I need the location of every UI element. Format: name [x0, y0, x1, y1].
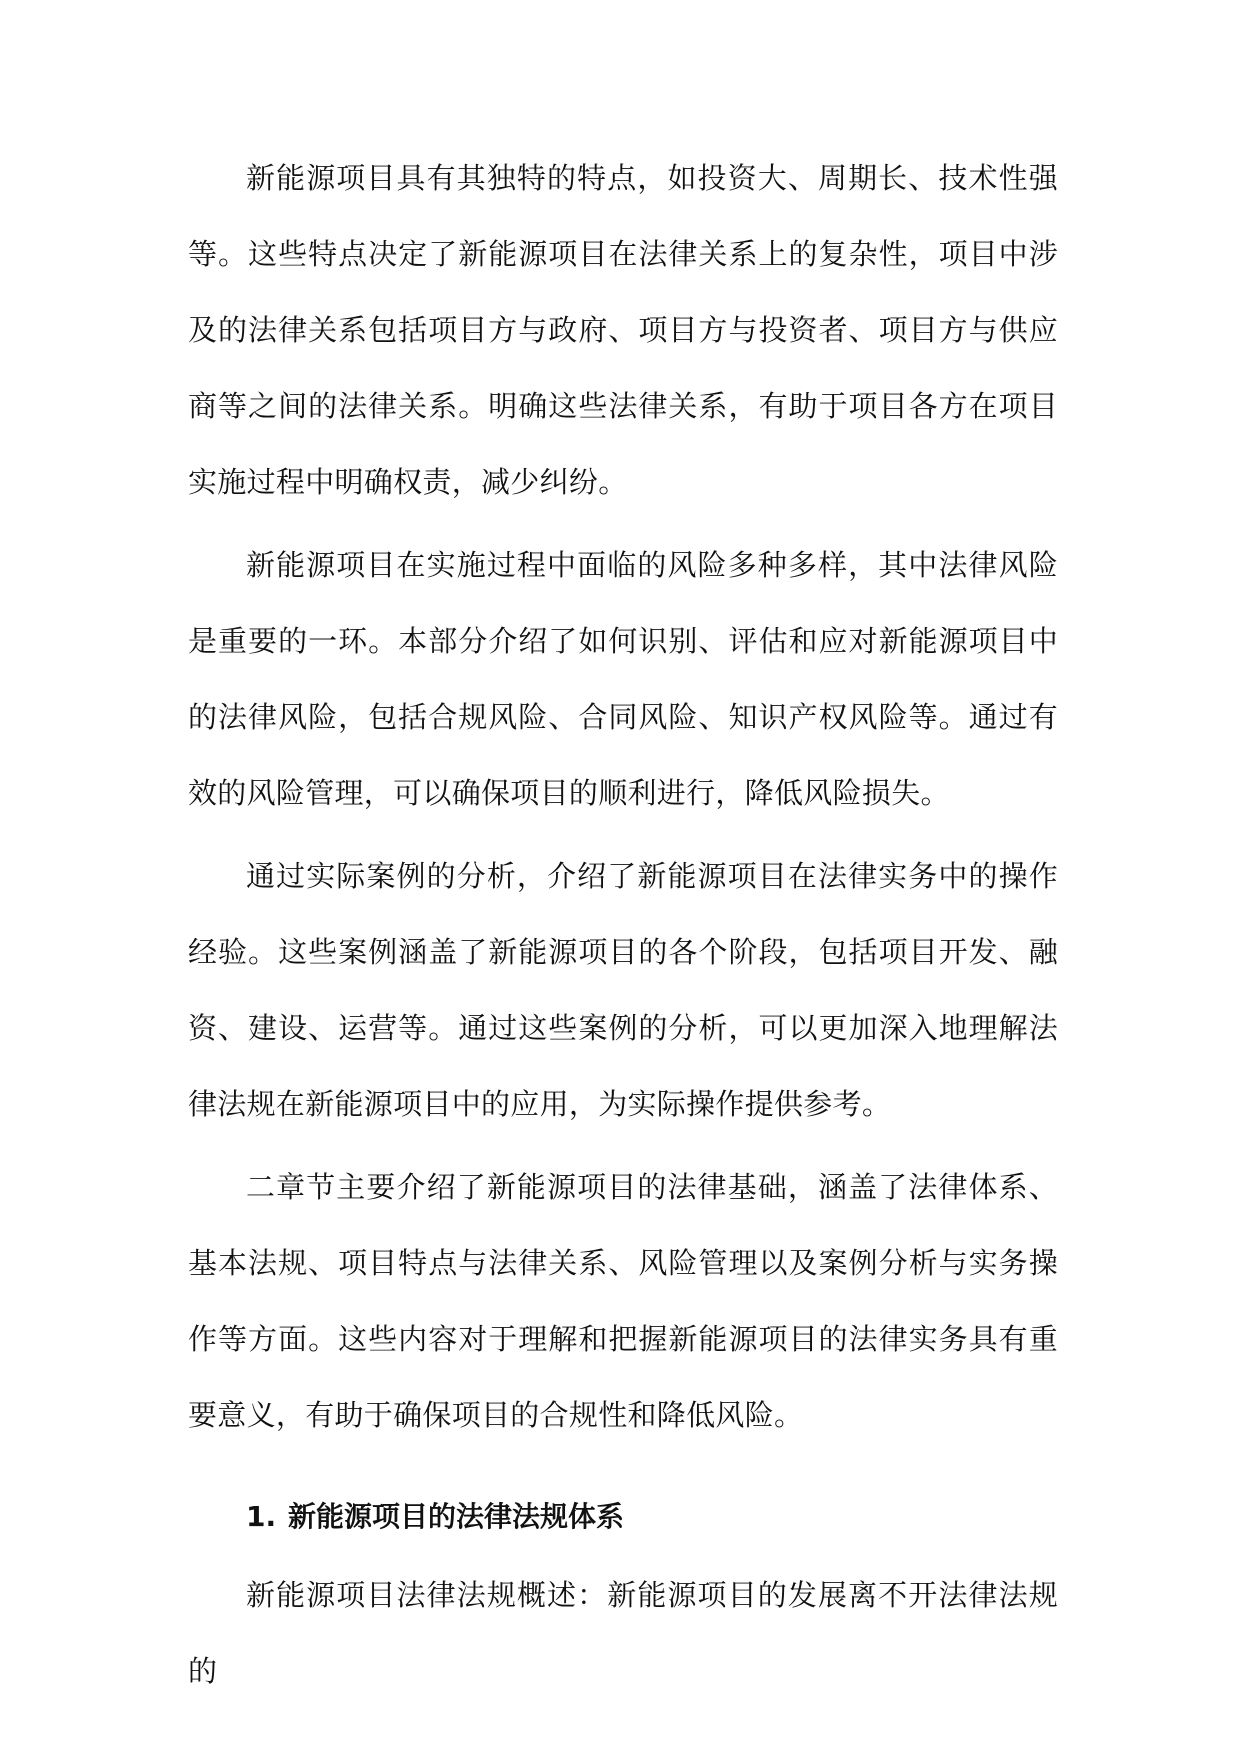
- section-title: 新能源项目的法律法规体系: [288, 1500, 625, 1533]
- paragraph-regulations-overview: 新能源项目法律法规概述：新能源项目的发展离不开法律法规的: [188, 1578, 1058, 1688]
- paragraph-project-characteristics: 新能源项目具有其独特的特点，如投资大、周期长、技术性强等。这些特点决定了新能源项目在法律关系上的复杂性，项目中涉及的法律关系包括项目方与政府、项目方与投资者、项目方与供应商等之间的法律关系。明确这些法律关系，有助于项目各方在项目实施过程中明确权责，减少纠纷。: [188, 161, 1058, 499]
- document-body: [188, 140, 1058, 1716]
- paragraph-chapter-summary: 二章节主要介绍了新能源项目的法律基础，涵盖了法律体系、基本法规、项目特点与法律关系、风险管理以及案例分析与实务操作等方面。这些内容对于理解和把握新能源项目的法律实务具有重要意义，有助于确保项目的合规性和降低风险。: [188, 1170, 1058, 1432]
- paragraph-case-analysis: 通过实际案例的分析，介绍了新能源项目在法律实务中的操作经验。这些案例涵盖了新能源项目的各个阶段，包括项目开发、融资、建设、运营等。通过这些案例的分析，可以更加深入地理解法律法规在新能源项目中的应用，为实际操作提供参考。: [188, 859, 1058, 1121]
- section-heading: [188, 1487, 1058, 1547]
- paragraph-risk-management: 新能源项目在实施过程中面临的风险多种多样，其中法律风险是重要的一环。本部分介绍了如何识别、评估和应对新能源项目中的法律风险，包括合规风险、合同风险、知识产权风险等。通过有效的风险管理，可以确保项目的顺利进行，降低风险损失。: [188, 548, 1058, 810]
- section-number: 1.: [246, 1500, 277, 1533]
